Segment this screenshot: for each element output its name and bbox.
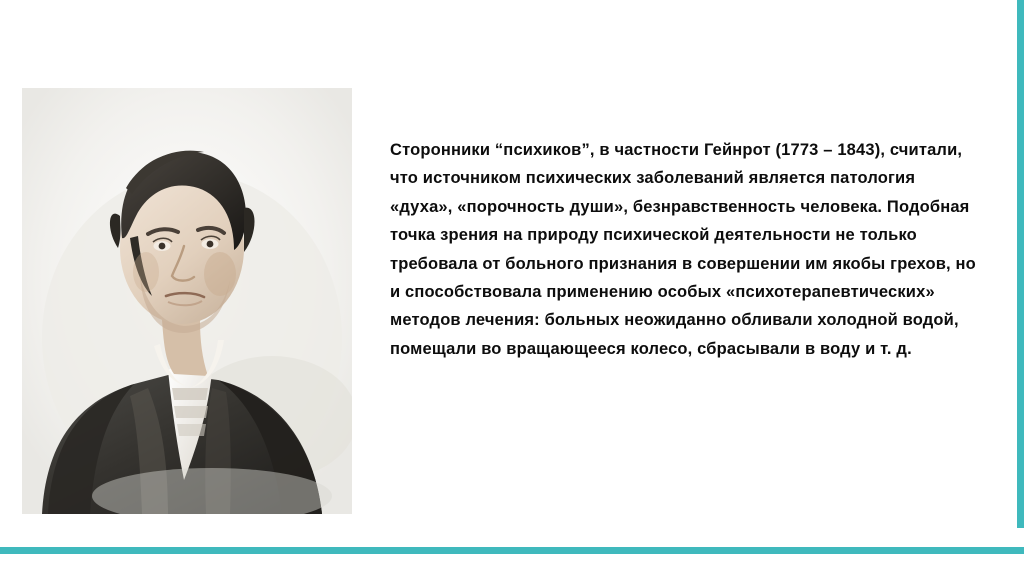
right-accent-bar (1017, 0, 1024, 528)
bottom-accent-bar (0, 547, 1024, 554)
portrait-image (22, 88, 352, 514)
body-paragraph: Сторонники “психиков”, в частности Гейнрот (1773 – 1843), считали, что источником психических заболеваний является патология «духа», «порочность души», безнравственность человека. Подобная точка зрения на природу психической деятельности не только требовала от больного признания в совершении им якобы грехов, но и способствовала применению особых «психотерапевтических» методов лечения: больных неожиданно обливали холодной водой, помещали во вращающееся колесо, сбрасывали в воду и т. д. (390, 141, 976, 358)
